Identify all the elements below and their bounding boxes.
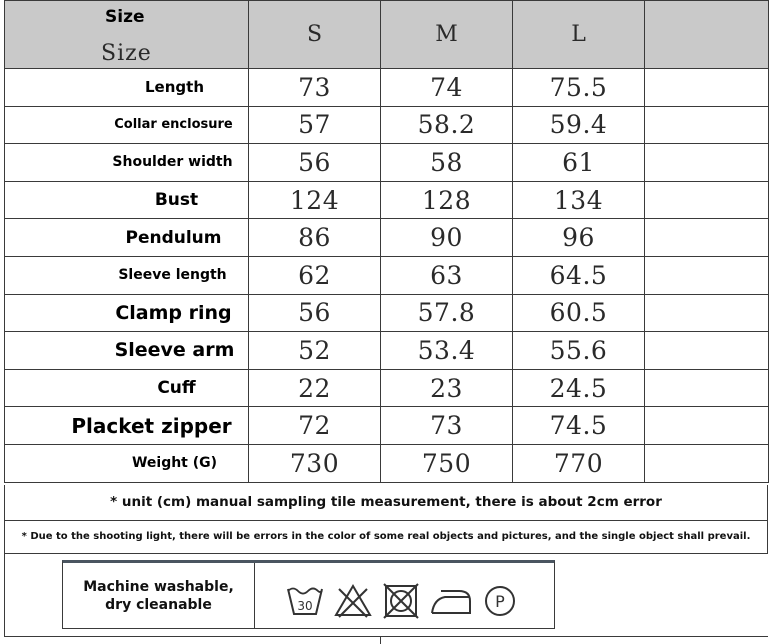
empty-cell	[645, 106, 769, 144]
cell-l: 55.6	[513, 332, 645, 370]
table-row	[5, 69, 769, 107]
svg-text:P: P	[495, 592, 505, 611]
cell-m: 63	[381, 256, 513, 294]
column-header-l: L	[513, 1, 645, 69]
cell-l: 96	[513, 219, 645, 257]
unit-note: * unit (cm) manual sampling tile measurement, there is about 2cm error	[4, 485, 768, 521]
cell-l: 74.5	[513, 407, 645, 445]
table-row	[5, 369, 769, 407]
row-label-text: Weight (G)	[131, 455, 218, 472]
empty-header-cell	[645, 1, 769, 69]
row-label-text: Collar enclosure	[114, 117, 233, 133]
cell-m: 58.2	[381, 106, 513, 144]
table-row	[5, 256, 769, 294]
row-label-text: Clamp ring	[115, 301, 232, 324]
empty-cell	[645, 69, 769, 107]
empty-cell	[645, 294, 769, 332]
cell-m: 23	[381, 369, 513, 407]
cell-s: 57	[249, 106, 381, 144]
cell-m: 57.8	[381, 294, 513, 332]
table-row	[5, 332, 769, 370]
empty-cell	[645, 181, 769, 219]
cell-l: 61	[513, 144, 645, 182]
row-label-text: Bust	[154, 190, 199, 211]
row-label	[5, 219, 249, 257]
row-label	[5, 294, 249, 332]
cell-s: 56	[249, 294, 381, 332]
cell-l: 64.5	[513, 256, 645, 294]
cell-s: 730	[249, 444, 381, 482]
iron-icon	[429, 583, 473, 619]
cell-s: 73	[249, 69, 381, 107]
size-header-cell	[5, 1, 249, 69]
no-tumble-dry-icon	[381, 583, 421, 619]
cell-s: 52	[249, 332, 381, 370]
table-row	[5, 407, 769, 445]
cell-s: 62	[249, 256, 381, 294]
care-icons	[285, 581, 519, 621]
svg-text:30: 30	[297, 599, 313, 613]
wash-30-icon	[285, 583, 325, 619]
column-header-m: M	[381, 1, 513, 69]
table-row	[5, 294, 769, 332]
row-label	[5, 144, 249, 182]
table-row	[5, 144, 769, 182]
table-body	[5, 69, 769, 483]
cell-s: 72	[249, 407, 381, 445]
empty-cell	[645, 407, 769, 445]
size-header-label: Size	[105, 7, 145, 27]
empty-cell	[645, 332, 769, 370]
cell-s: 56	[249, 144, 381, 182]
row-label	[5, 444, 249, 482]
cell-l: 75.5	[513, 69, 645, 107]
row-label	[5, 369, 249, 407]
cell-s: 86	[249, 219, 381, 257]
row-label-text: Sleeve length	[118, 267, 227, 284]
row-label-text: Length	[145, 78, 204, 97]
cell-m: 128	[381, 181, 513, 219]
row-label-text: Pendulum	[125, 227, 222, 248]
row-label-text: Placket zipper	[71, 413, 232, 438]
cell-s: 124	[249, 181, 381, 219]
color-note: * Due to the shooting light, there will be errors in the color of some real objects and pictures, and the single object shall prevail.	[4, 521, 768, 554]
cell-m: 750	[381, 444, 513, 482]
row-label-text: Cuff	[157, 378, 196, 399]
empty-cell	[645, 219, 769, 257]
row-label-text: Sleeve arm	[114, 339, 235, 362]
care-instructions-box	[62, 560, 555, 629]
table-row	[5, 181, 769, 219]
cell-l: 24.5	[513, 369, 645, 407]
row-label	[5, 407, 249, 445]
row-label	[5, 69, 249, 107]
row-label	[5, 256, 249, 294]
cell-l: 59.4	[513, 106, 645, 144]
cell-m: 74	[381, 69, 513, 107]
no-bleach-icon	[333, 583, 373, 619]
row-label	[5, 181, 249, 219]
row-label	[5, 106, 249, 144]
table-header-row	[5, 1, 769, 69]
table-row	[5, 219, 769, 257]
divider	[4, 554, 5, 636]
empty-cell	[645, 369, 769, 407]
size-table	[4, 0, 769, 483]
dry-clean-p-icon	[481, 583, 519, 619]
care-label: Machine washable, dry cleanable	[63, 563, 255, 629]
row-label-text: Shoulder width	[112, 154, 233, 171]
cell-m: 58	[381, 144, 513, 182]
cell-m: 73	[381, 407, 513, 445]
empty-cell	[645, 256, 769, 294]
table-row	[5, 106, 769, 144]
column-header-s: S	[249, 1, 381, 69]
cell-l: 770	[513, 444, 645, 482]
cell-l: 60.5	[513, 294, 645, 332]
cell-s: 22	[249, 369, 381, 407]
cell-l: 134	[513, 181, 645, 219]
table-row	[5, 444, 769, 482]
row-label	[5, 332, 249, 370]
empty-cell	[645, 444, 769, 482]
cell-m: 53.4	[381, 332, 513, 370]
size-header-label-serif: Size	[101, 41, 152, 66]
empty-cell	[645, 144, 769, 182]
cell-m: 90	[381, 219, 513, 257]
